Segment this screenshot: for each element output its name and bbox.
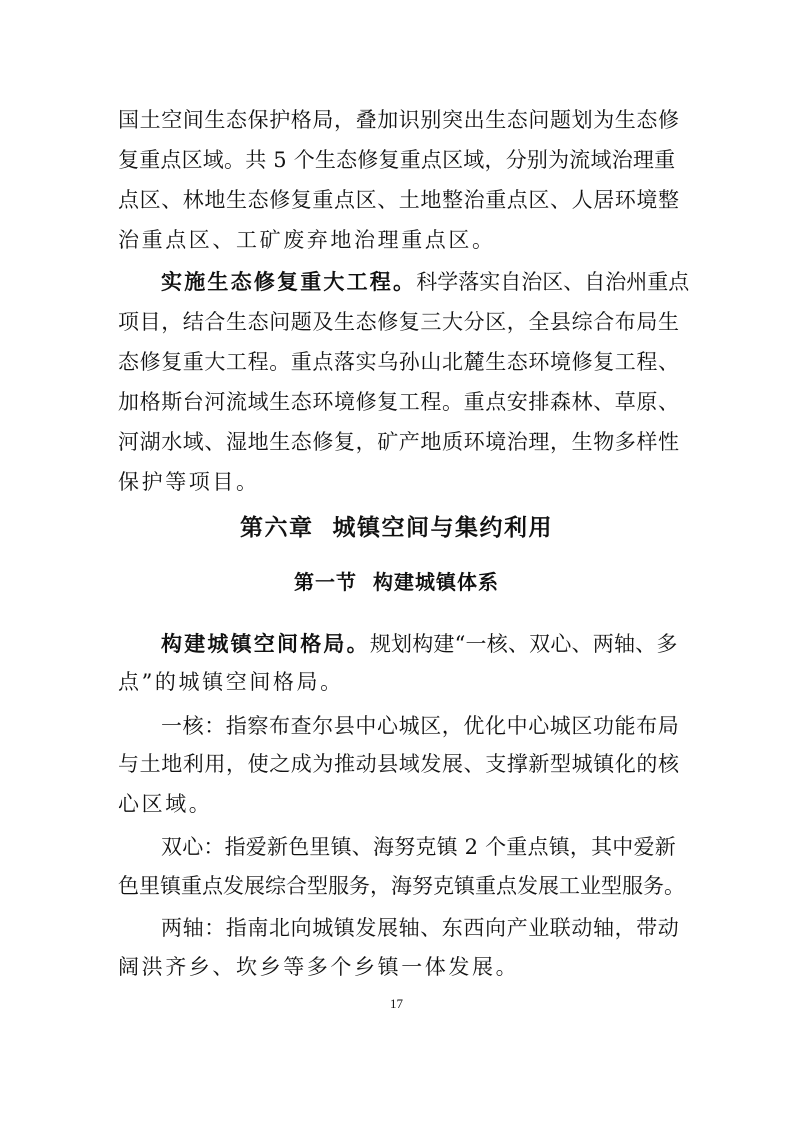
paragraph-line: 治重点区、工矿废弃地治理重点区。 [118, 228, 496, 252]
section-title: 第一节 构建城镇体系 [294, 570, 499, 594]
paragraph-line: 项目，结合生态问题及生态修复三大分区，全县综合布局生 [118, 310, 680, 334]
paragraph-line: 点区、林地生态修复重点区、土地整治重点区、人居环境整 [118, 188, 680, 212]
paragraph-line: 复重点区域。共 5 个生态修复重点区域，分别为流域治理重 [118, 148, 676, 172]
paragraph-line: 加格斯台河流域生态环境修复工程。重点安排森林、草原、 [118, 390, 680, 414]
paragraph-text: 规划构建“一核、双心、两轴、多 [369, 632, 678, 656]
paragraph-line: 态修复重大工程。重点落实乌孙山北麓生态环境修复工程、 [118, 350, 680, 374]
paragraph-first-line: 双心：指爱新色里镇、海努克镇 2 个重点镇，其中爱新 [161, 835, 676, 859]
paragraph-first-line: 一核：指察布查尔县中心城区，优化中心城区功能布局 [161, 714, 680, 738]
paragraph-line: 保护等项目。 [118, 470, 260, 494]
paragraph-first-line [161, 268, 690, 296]
paragraph-line: 与土地利用，使之成为推动县域发展、支撑新型城镇化的核 [118, 752, 680, 776]
paragraph-text: 科学落实自治区、自治州重点 [416, 270, 690, 294]
paragraph-first-line: 两轴：指南北向城镇发展轴、东西向产业联动轴，带动 [161, 916, 680, 940]
paragraph-line: 点”的城镇空间格局。 [118, 670, 344, 694]
paragraph-first-line [161, 630, 678, 658]
paragraph-lead-heading: 构建城镇空间格局。 [161, 632, 370, 656]
paragraph-line: 阔洪齐乡、坎乡等多个乡镇一体发展。 [118, 955, 520, 979]
chapter-title: 第六章 城镇空间与集约利用 [239, 514, 553, 541]
paragraph-line: 国土空间生态保护格局，叠加识别突出生态问题划为生态修 [118, 108, 680, 132]
paragraph-line: 色里镇重点发展综合型服务，海努克镇重点发展工业型服务。 [118, 874, 685, 898]
paragraph-line: 心区域。 [118, 792, 213, 816]
page-number: 17 [390, 996, 403, 1011]
paragraph-lead-heading: 实施生态修复重大工程。 [161, 270, 417, 294]
paragraph-line: 河湖水域、湿地生态修复，矿产地质环境治理，生物多样性 [118, 430, 680, 454]
